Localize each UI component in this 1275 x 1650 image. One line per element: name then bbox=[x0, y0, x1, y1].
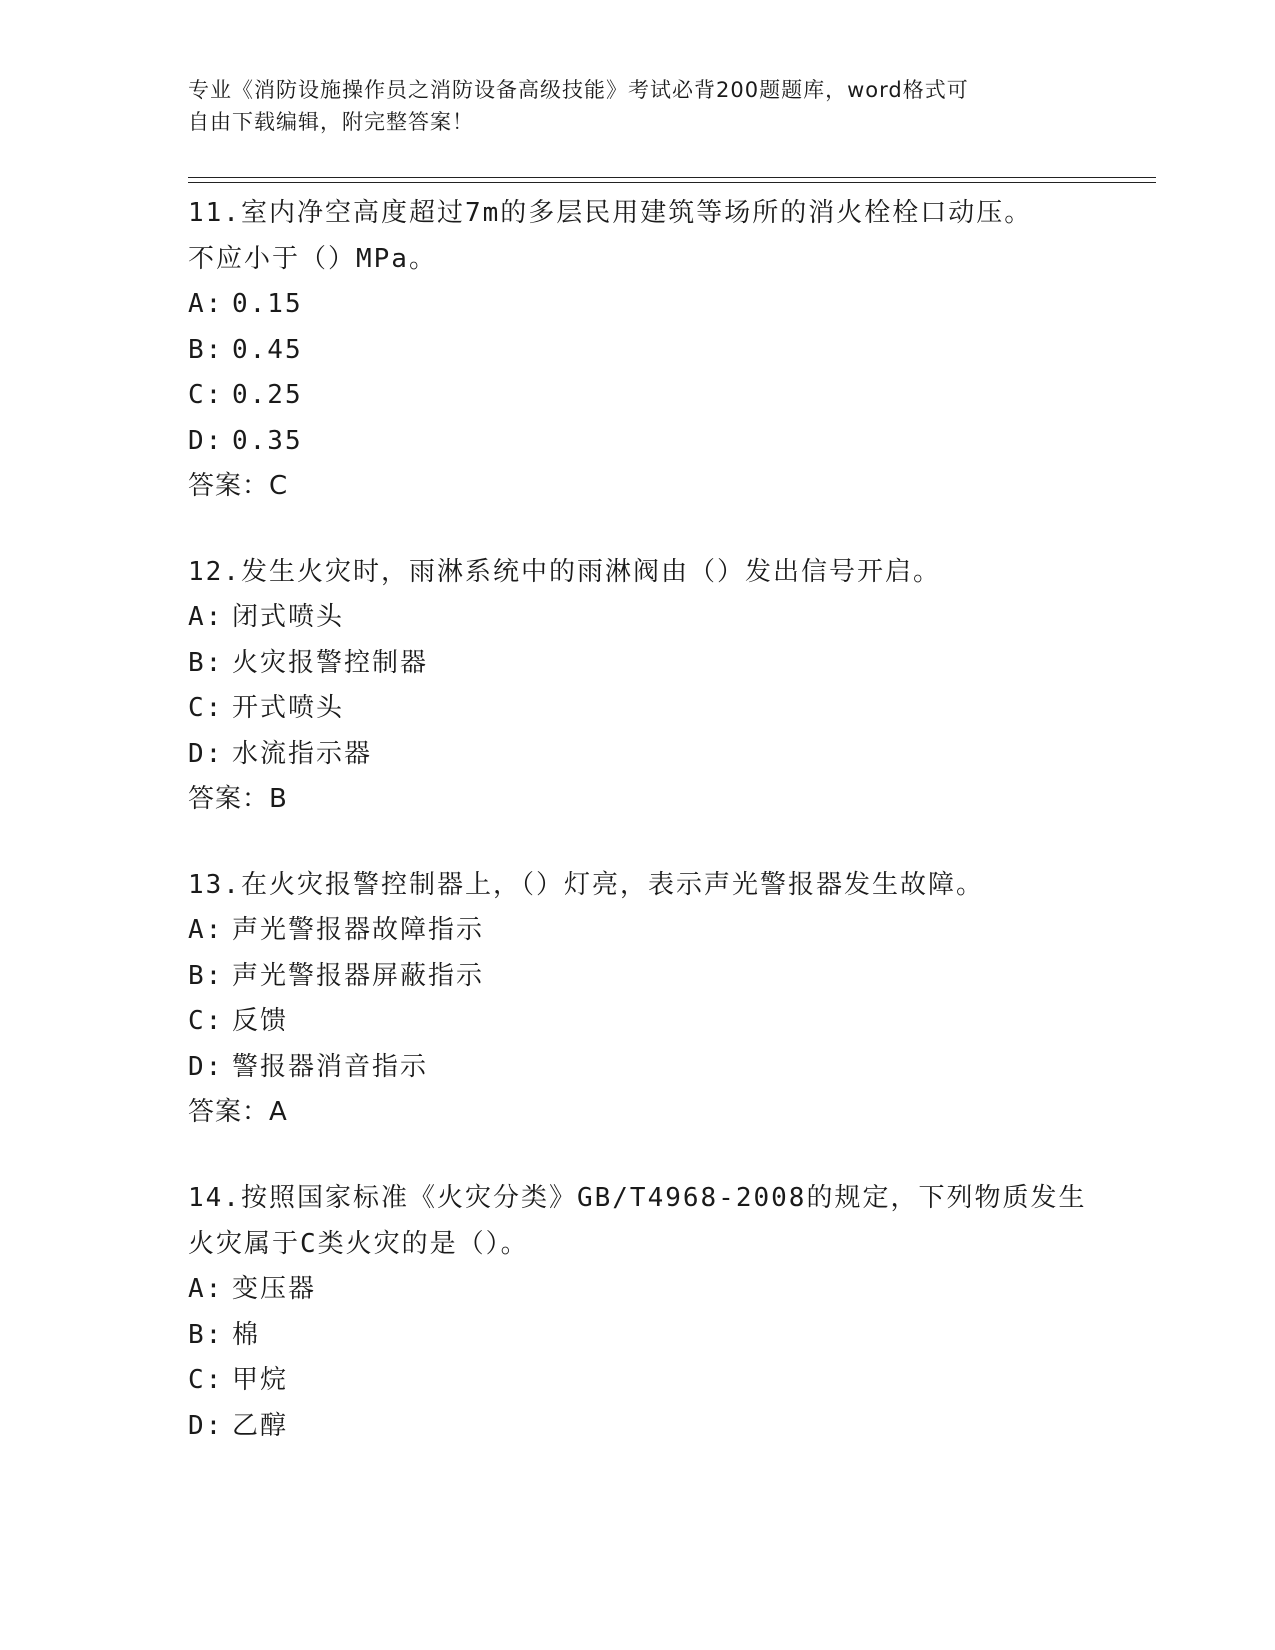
question-stem-line-1: 14.按照国家标准《火灾分类》GB/T4968-2008的规定，下列物质发生 bbox=[188, 1183, 1087, 1213]
question-stem-line-2: 不应小于（）MPa。 bbox=[188, 244, 437, 274]
option-b bbox=[188, 641, 1088, 687]
option-text: 0.15 bbox=[232, 289, 303, 319]
option-letter: B: bbox=[188, 960, 224, 991]
document-header bbox=[188, 74, 1068, 138]
option-c bbox=[188, 1358, 1088, 1404]
question-stem-line-1: 13.在火灾报警控制器上，（）灯亮，表示声光警报器发生故障。 bbox=[188, 870, 984, 900]
option-a bbox=[188, 282, 1088, 328]
header-line-2: 自由下载编辑，附完整答案！ bbox=[188, 110, 474, 134]
option-text: 声光警报器屏蔽指示 bbox=[232, 960, 485, 991]
option-text: 反馈 bbox=[232, 1006, 289, 1036]
option-letter: A: bbox=[188, 602, 224, 632]
question-stem-line-1: 11.室内净空高度超过7m的多层民用建筑等场所的消火栓栓口动压。 bbox=[188, 198, 1033, 228]
header-line-1: 专业《消防设施操作员之消防设备高级技能》考试必背200题题库，word格式可 bbox=[188, 78, 969, 102]
option-text: 水流指示器 bbox=[232, 738, 373, 769]
question-stem-line-1: 12.发生火灾时，雨淋系统中的雨淋阀由（）发出信号开启。 bbox=[188, 557, 941, 587]
question-stem-line-2: 火灾属于C类火灾的是（）。 bbox=[188, 1229, 529, 1259]
option-a bbox=[188, 908, 1088, 954]
question-11 bbox=[188, 190, 1088, 509]
option-c bbox=[188, 373, 1088, 419]
option-d bbox=[188, 419, 1088, 465]
option-letter: A: bbox=[188, 1274, 224, 1304]
question-13 bbox=[188, 862, 1088, 1135]
option-text: 甲烷 bbox=[232, 1365, 289, 1395]
option-letter: C: bbox=[188, 380, 224, 410]
option-a bbox=[188, 595, 1088, 641]
answer-line: 答案：A bbox=[188, 1097, 288, 1127]
option-text: 乙醇 bbox=[232, 1410, 289, 1441]
option-b bbox=[188, 328, 1088, 374]
option-text: 闭式喷头 bbox=[232, 602, 345, 632]
option-c bbox=[188, 999, 1088, 1045]
option-b bbox=[188, 954, 1088, 1000]
header-divider-top bbox=[188, 177, 1156, 178]
option-b bbox=[188, 1313, 1088, 1359]
option-letter: D: bbox=[188, 425, 224, 456]
option-letter: C: bbox=[188, 1365, 224, 1395]
option-letter: B: bbox=[188, 1319, 224, 1350]
answer-line: 答案：C bbox=[188, 471, 289, 501]
header-divider-bottom bbox=[188, 182, 1156, 183]
option-text: 0.45 bbox=[232, 334, 303, 365]
answer-line: 答案：B bbox=[188, 784, 288, 814]
option-text: 变压器 bbox=[232, 1274, 317, 1304]
option-letter: D: bbox=[188, 1410, 224, 1441]
option-text: 0.35 bbox=[232, 425, 303, 456]
question-list bbox=[188, 190, 1088, 1489]
option-letter: A: bbox=[188, 289, 224, 319]
question-14 bbox=[188, 1175, 1088, 1449]
question-12 bbox=[188, 549, 1088, 822]
option-text: 声光警报器故障指示 bbox=[232, 915, 485, 945]
option-letter: C: bbox=[188, 1006, 224, 1036]
option-letter: D: bbox=[188, 1051, 224, 1082]
option-text: 警报器消音指示 bbox=[232, 1051, 429, 1082]
option-d bbox=[188, 1404, 1088, 1450]
option-text: 开式喷头 bbox=[232, 693, 345, 723]
option-c bbox=[188, 686, 1088, 732]
option-letter: B: bbox=[188, 647, 224, 678]
option-letter: D: bbox=[188, 738, 224, 769]
option-a bbox=[188, 1267, 1088, 1313]
option-letter: A: bbox=[188, 915, 224, 945]
option-text: 0.25 bbox=[232, 380, 303, 410]
option-text: 棉 bbox=[232, 1319, 261, 1350]
option-d bbox=[188, 732, 1088, 778]
option-text: 火灾报警控制器 bbox=[232, 647, 429, 678]
option-letter: C: bbox=[188, 693, 224, 723]
option-d bbox=[188, 1045, 1088, 1091]
option-letter: B: bbox=[188, 334, 224, 365]
